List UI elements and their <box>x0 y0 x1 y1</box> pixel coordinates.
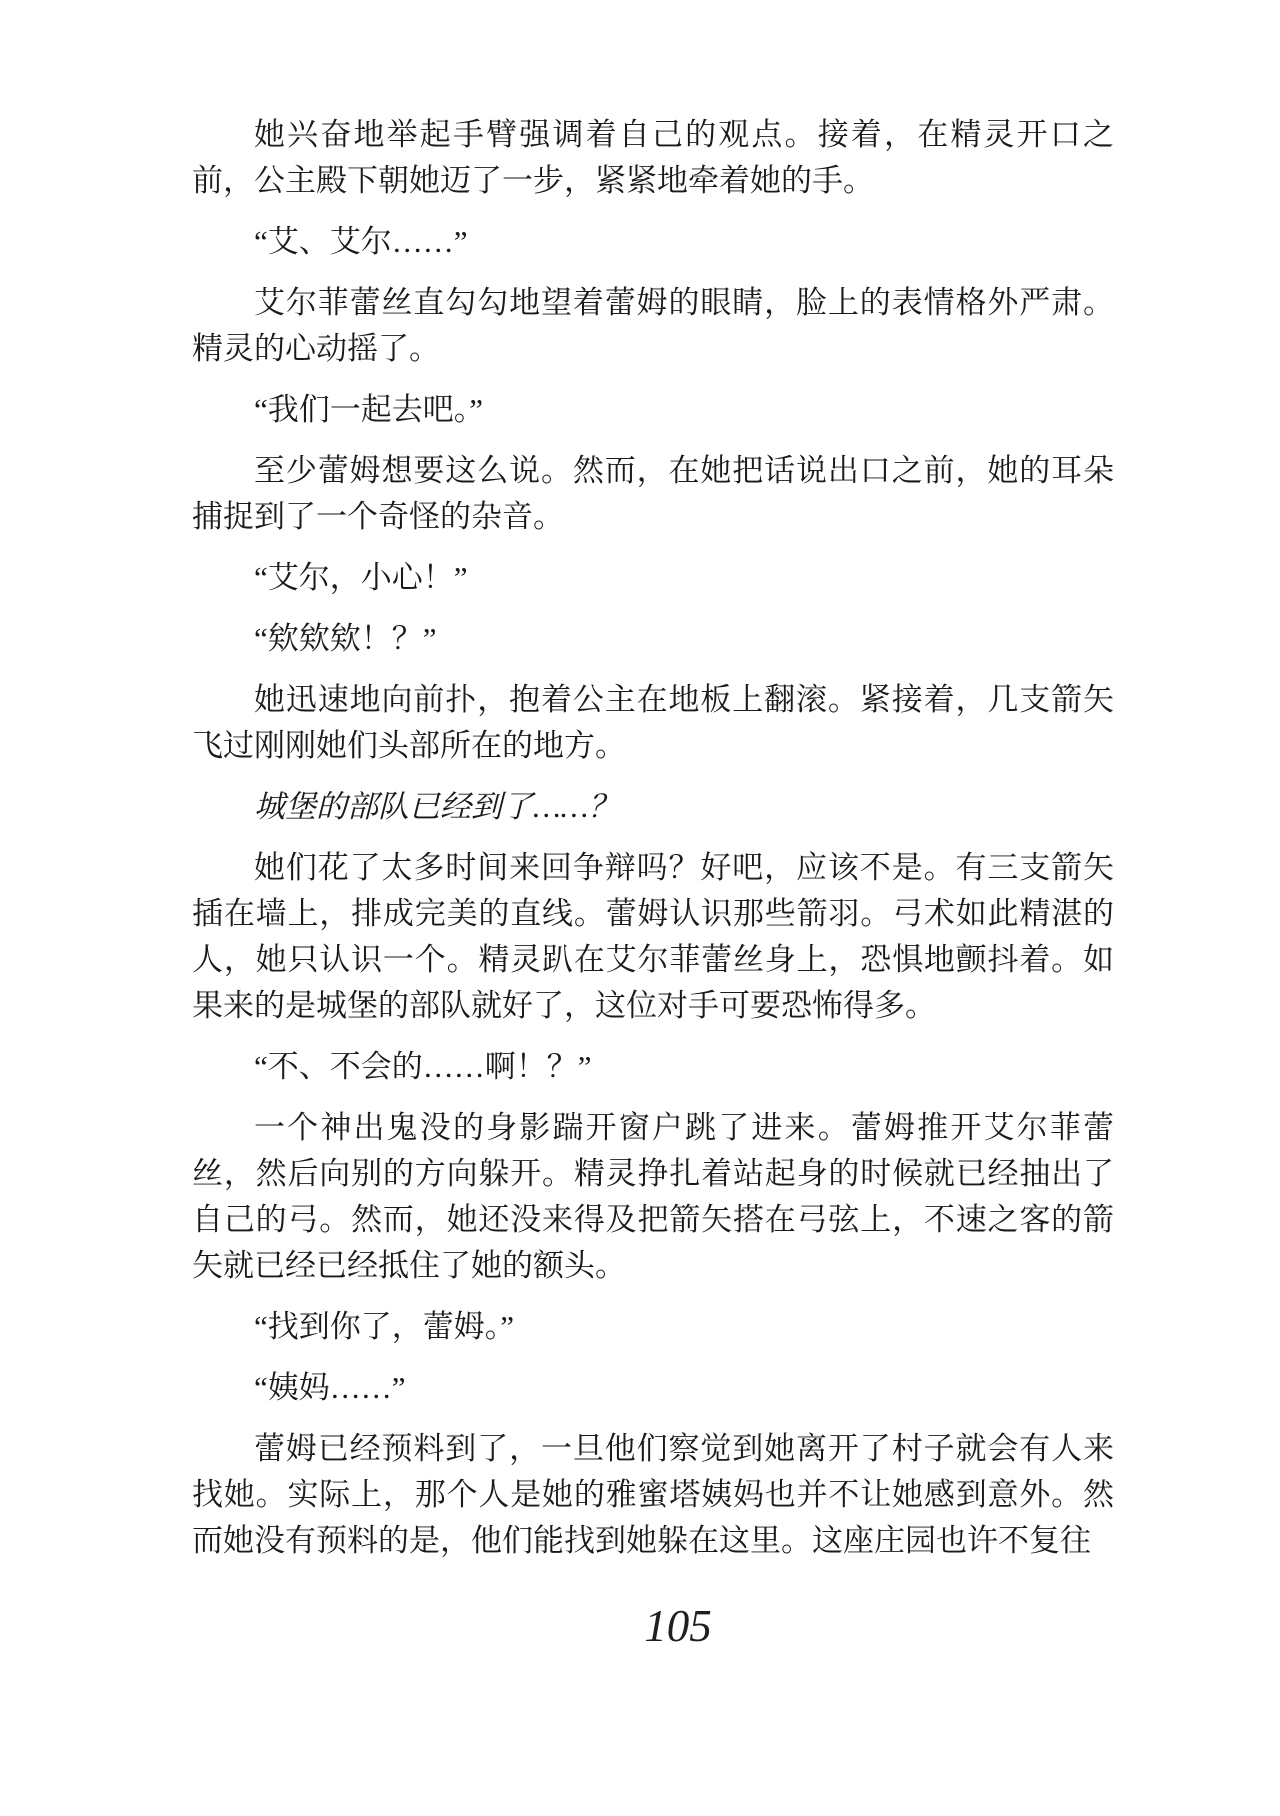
dialogue-line: “艾尔，小心！” <box>254 560 468 595</box>
paragraph: 艾尔菲蕾丝直勾勾地望着蕾姆的眼睛，脸上的表情格外严肃。精灵的心动摇了。 <box>192 285 1114 366</box>
page-number: 105 <box>644 1601 712 1651</box>
paragraph: 至少蕾姆想要这么说。然而，在她把话说出口之前，她的耳朵捕捉到了一个奇怪的杂音。 <box>192 453 1114 534</box>
dialogue-line: “找到你了，蕾姆。” <box>254 1309 515 1344</box>
dialogue-line: “艾、艾尔……” <box>254 224 468 259</box>
page-text-block <box>192 112 1114 1579</box>
dialogue-line: “不、不会的……啊！？” <box>254 1049 592 1084</box>
dialogue-line: “我们一起去吧。” <box>254 392 484 427</box>
thought-line: 城堡的部队已经到了……？ <box>254 789 620 824</box>
paragraph: 一个神出鬼没的身影踹开窗户跳了进来。蕾姆推开艾尔菲蕾丝，然后向别的方向躲开。精灵挣扎着站起身的时候就已经抽出了自己的弓。然而，她还没来得及把箭矢搭在弓弦上，不速之客的箭矢就已经已经抵住了她的额头。 <box>192 1110 1114 1283</box>
paragraph: 她们花了太多时间来回争辩吗？好吧，应该不是。有三支箭矢插在墙上，排成完美的直线。蕾姆认识那些箭羽。弓术如此精湛的人，她只认识一个。精灵趴在艾尔菲蕾丝身上，恐惧地颤抖着。如果来的是城堡的部队就好了，这位对手可要恐怖得多。 <box>192 850 1114 1023</box>
dialogue-line: “欸欸欸！？” <box>254 621 437 656</box>
dialogue-line: “姨妈……” <box>254 1370 406 1405</box>
paragraph: 她迅速地向前扑，抱着公主在地板上翻滚。紧接着，几支箭矢飞过刚刚她们头部所在的地方。 <box>192 682 1114 763</box>
paragraph: 蕾姆已经预料到了，一旦他们察觉到她离开了村子就会有人来找她。实际上，那个人是她的雅蜜塔姨妈也并不让她感到意外。然而她没有预料的是，他们能找到她躲在这里。这座庄园也许不复往 <box>192 1431 1114 1558</box>
paragraph: 她兴奋地举起手臂强调着自己的观点。接着，在精灵开口之前，公主殿下朝她迈了一步，紧紧地牵着她的手。 <box>192 117 1114 198</box>
